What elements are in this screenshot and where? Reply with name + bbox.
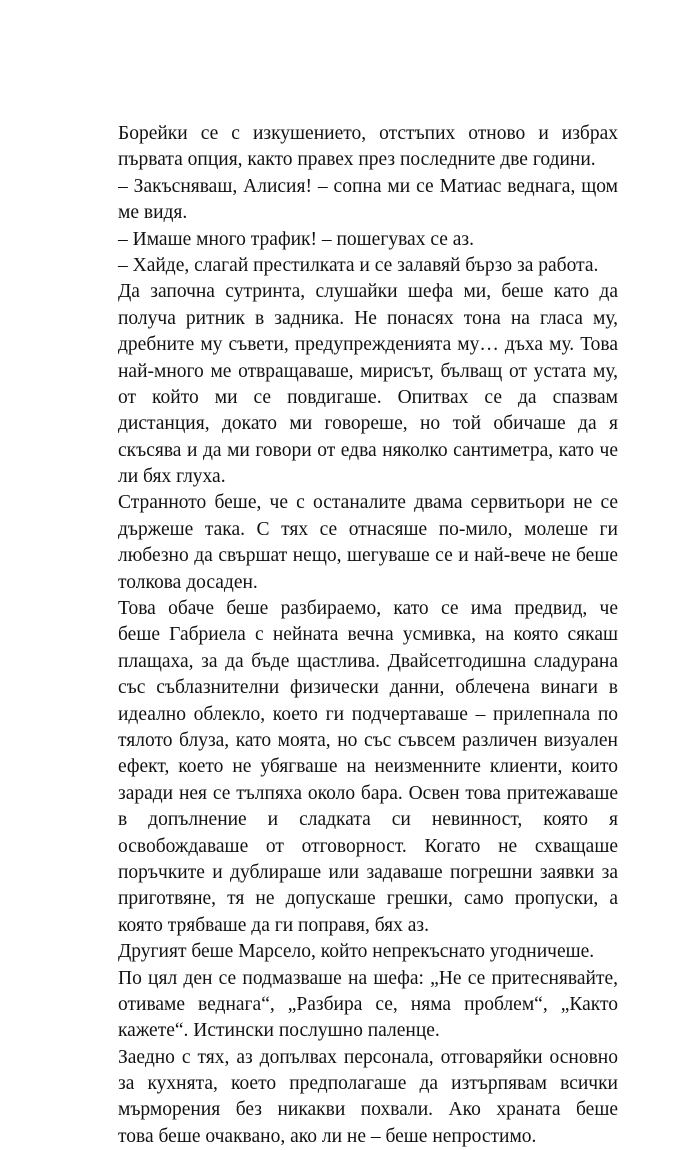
text-line: от който ми се повдигаше. Опитвах се да спазвам	[118, 386, 618, 408]
text-line: Това обаче беше разбираемо, като се има предвид, че	[118, 598, 618, 620]
text-line: която трябваше да ги поправя, бях аз.	[118, 914, 429, 936]
text-line: тялото блуза, като моята, но със съвсем различен визуален	[118, 729, 618, 751]
text-line: приготвяне, тя не допускаше грешки, само пропуски, а	[118, 888, 618, 910]
text-line: Борейки се с изкушението, отстъпих отново и избрах	[118, 123, 618, 144]
text-line: идеално облекло, което ги подчертаваше – прилепнала по	[118, 703, 618, 725]
text-line: Да започна сутринта, слушайки шефа ми, беше като да	[118, 281, 618, 303]
text-line: със съблазнителни физически данни, облечена винаги в	[118, 677, 618, 699]
text-line: плащаха, за да бъде щастлива. Двайсетгодишна сладурана	[118, 650, 618, 672]
text-line: скъсява и да ми говори от едва няколко сантиметра, като че	[118, 439, 618, 461]
text-line: По цял ден се подмазваше на шефа: „Не се притеснявайте,	[118, 967, 618, 989]
text-line: това беше очаквано, ако ли не – беше непростимо.	[118, 1125, 537, 1147]
text-line: Заедно с тях, аз допълвах персонала, отговаряйки основно	[118, 1046, 618, 1068]
text-line: ефект, което не убягваше на неизменните клиенти, които	[118, 756, 618, 778]
text-line: освобождаваше от отговорност. Когато не схващаше	[118, 835, 618, 857]
text-line: любезно да свършат нещо, шегуваше се и най-вече не беше	[118, 545, 618, 567]
text-line: толкова досаден.	[118, 571, 258, 593]
body-text	[118, 121, 618, 1150]
text-line: държеше така. С тях се отнасяше по-мило, молеше ги	[118, 518, 618, 540]
text-line: кажете“. Истински послушно паленце.	[118, 1020, 440, 1042]
text-line: отиваме веднага“, „Разбира се, няма проблем“, „Както	[118, 993, 618, 1015]
text-line: за кухнята, което предполагаше да изтърпявам всички	[118, 1073, 618, 1095]
text-line: Странното беше, че с останалите двама сервитьори не се	[118, 492, 618, 514]
text-line: – Закъсняваш, Алисия! – сопна ми се Матиас веднага, щом	[118, 175, 618, 197]
text-line: ме видя.	[118, 202, 188, 224]
text-line: в допълнение и сладката си невинност, която я	[118, 809, 618, 831]
text-line: най-много ме отвращаваше, мирисът, бълващ от устата му,	[118, 360, 618, 382]
text-line: беше Габриела с нейната вечна усмивка, на която сякаш	[118, 624, 618, 646]
text-line: – Имаше много трафик! – пошегувах се аз.	[118, 228, 474, 250]
text-line: дистанция, докато ми говореше, но той обичаше да я	[118, 413, 618, 435]
text-line: мърморения без никакви похвали. Ако храната беше	[118, 1099, 618, 1121]
text-line: получа ритник в задника. Не понасях тона на гласа му,	[118, 307, 618, 329]
text-line: ли бях глуха.	[118, 466, 226, 488]
text-line: поръчките и дублираше или задаваше погрешни заявки за	[118, 861, 618, 883]
text-line: – Хайде, слагай престилката и се залавяй бързо за работа.	[118, 254, 599, 276]
text-line: дребните му съвети, предупрежденията му… дъха му. Това	[118, 334, 618, 356]
text-line: първата опция, както правех през последните две години.	[118, 149, 596, 171]
text-line: заради нея се тълпяха около бара. Освен това притежаваше	[118, 782, 618, 804]
text-line: Другият беше Марсело, който непрекъснато угодничеше.	[118, 941, 595, 963]
